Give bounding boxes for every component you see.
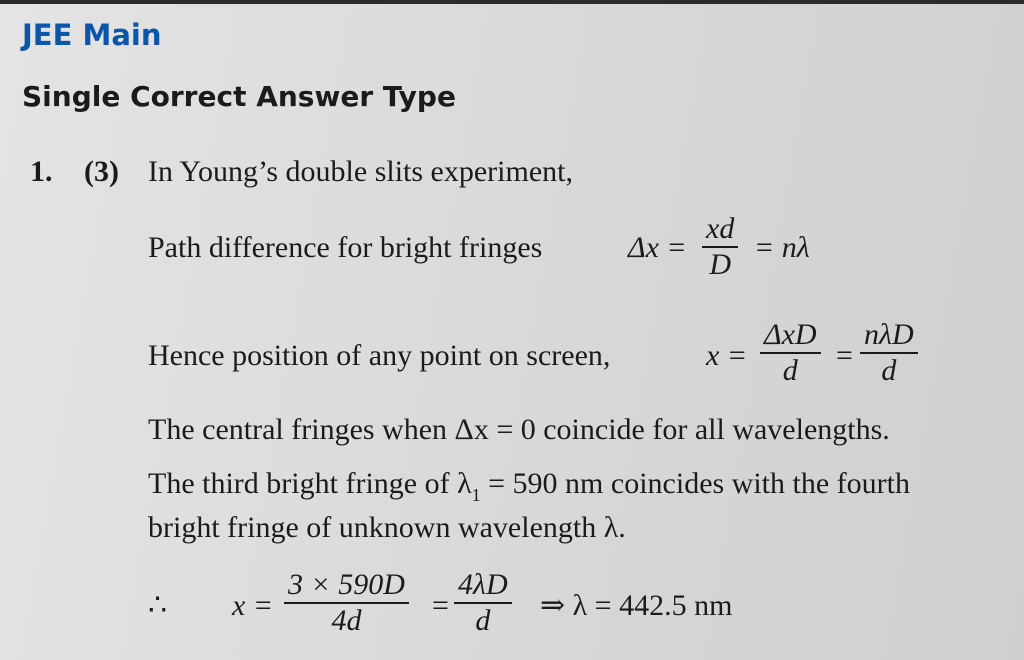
position-fraction-2 bbox=[860, 318, 918, 388]
intro-text: In Young’s double slits experiment, bbox=[148, 155, 573, 188]
position-lhs: x = bbox=[706, 339, 748, 372]
position-label: Hence position of any point on screen, bbox=[148, 339, 611, 372]
final-fraction-1 bbox=[284, 568, 409, 638]
final-equals: = bbox=[432, 589, 449, 622]
answer-key: (3) bbox=[84, 155, 119, 188]
final-lhs: x = bbox=[232, 589, 274, 622]
question-number: 1. bbox=[30, 155, 53, 188]
section-heading: Single Correct Answer Type bbox=[22, 80, 456, 113]
path-difference-label: Path difference for bright fringes bbox=[148, 231, 543, 264]
final-fraction-2 bbox=[454, 568, 512, 638]
fraction-denominator: D bbox=[702, 246, 738, 282]
fraction-denominator: 4d bbox=[284, 602, 409, 638]
path-difference-rhs: = nλ bbox=[754, 231, 810, 264]
fraction-numerator: 3 × 590D bbox=[288, 568, 405, 601]
path-difference-fraction bbox=[702, 212, 738, 282]
fraction-numerator: xd bbox=[706, 212, 735, 245]
position-equals: = bbox=[836, 339, 853, 372]
fraction-denominator: d bbox=[860, 352, 918, 388]
final-result: ⇒ λ = 442.5 nm bbox=[540, 589, 733, 622]
fraction-denominator: d bbox=[454, 602, 512, 638]
fraction-numerator: ΔxD bbox=[764, 318, 817, 351]
fraction-numerator: 4λD bbox=[458, 568, 508, 601]
third-fringe-line: The third bright fringe of $\lambda_1 = 590$ nm coincides with the fourth bbox=[148, 467, 910, 505]
exam-heading: JEE Main bbox=[22, 18, 162, 52]
top-border bbox=[0, 0, 1024, 4]
path-difference-lhs: Δx = bbox=[628, 231, 687, 264]
position-fraction-1 bbox=[760, 318, 821, 388]
central-fringe-line: The central fringes when Δx = 0 coincide for all wavelengths. bbox=[148, 413, 890, 446]
therefore-symbol: ∴ bbox=[148, 589, 168, 622]
fraction-denominator: d bbox=[760, 352, 821, 388]
unknown-wavelength-line: bright fringe of unknown wavelength λ. bbox=[148, 511, 626, 544]
fraction-numerator: nλD bbox=[864, 318, 914, 351]
